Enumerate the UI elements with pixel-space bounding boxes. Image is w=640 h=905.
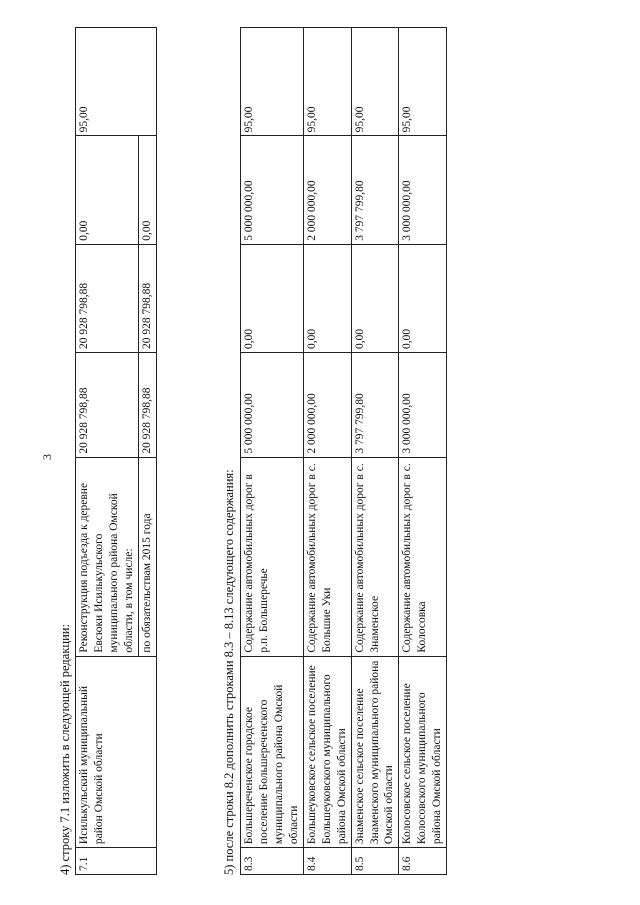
value-cell-2: 0,00 <box>399 244 447 352</box>
value-cell-3: 2 000 000,00 <box>303 136 351 244</box>
value-cell-2: 20 928 798,88 <box>138 244 156 352</box>
value-cell-3: 0,00 <box>76 136 139 244</box>
municipality-cell: Большеуковское сельское поселение Большеуковского муниципального района Омской области <box>303 656 351 847</box>
table-row <box>351 28 399 875</box>
table-row <box>399 28 447 875</box>
value-cell-3: 3 797 799,80 <box>351 136 399 244</box>
value-cell-3: 0,00 <box>138 136 156 244</box>
table-row <box>303 28 351 875</box>
percent-cell: 95,00 <box>303 28 351 136</box>
object-cell: Содержание автомобильных дорог в р.п. Большеречье <box>241 457 304 656</box>
municipality-cell: Исилькульский муниципальный район Омской области <box>76 656 157 847</box>
object-cell: Реконструкция подъезда к деревне Евсюки Исилькульского муниципального района Омской области, в том числе: <box>76 457 139 656</box>
table-row <box>241 28 304 875</box>
table-row-7-1 <box>75 27 157 875</box>
value-cell-1: 3 000 000,00 <box>399 353 447 458</box>
row-number: 8.3 <box>241 848 304 875</box>
percent-cell: 95,00 <box>241 28 304 136</box>
municipality-cell: Знаменское сельское поселение Знаменского муниципального района Омской области <box>351 656 399 847</box>
row-number: 8.6 <box>399 848 447 875</box>
value-cell-2: 0,00 <box>303 244 351 352</box>
percent-cell: 95,00 <box>351 28 399 136</box>
value-cell-1: 20 928 798,88 <box>138 353 156 458</box>
percent-cell: 95,00 <box>76 28 157 136</box>
value-cell-1: 5 000 000,00 <box>241 353 304 458</box>
table-row <box>76 28 139 875</box>
value-cell-1: 3 797 799,80 <box>351 353 399 458</box>
value-cell-3: 3 000 000,00 <box>399 136 447 244</box>
object-cell: по обязательствам 2015 года <box>138 457 156 656</box>
value-cell-1: 20 928 798,88 <box>76 353 139 458</box>
municipality-cell: Колосовское сельское поселение Колосовского муниципального района Омской области <box>399 656 447 847</box>
municipality-cell: Большереченское городское поселение Большереченского муниципального района Омской области <box>241 656 304 847</box>
value-cell-2: 0,00 <box>351 244 399 352</box>
value-cell-1: 2 000 000,00 <box>303 353 351 458</box>
table-rows-8-3-8-6 <box>240 27 447 875</box>
page-number: 3 <box>40 454 54 460</box>
object-cell: Содержание автомобильных дорог в с. Знаменское <box>351 457 399 656</box>
section-5-heading: 5) после строки 8.2 дополнить строками 8.3 – 8.13 следующего содержания: <box>222 469 236 875</box>
row-number: 7.1 <box>76 848 157 875</box>
value-cell-2: 20 928 798,88 <box>76 244 139 352</box>
percent-cell: 95,00 <box>399 28 447 136</box>
object-cell: Содержание автомобильных дорог в с. Колосовка <box>399 457 447 656</box>
value-cell-3: 5 000 000,00 <box>241 136 304 244</box>
row-number: 8.4 <box>303 848 351 875</box>
object-cell: Содержание автомобильных дорог в с. Большие Уки <box>303 457 351 656</box>
row-number: 8.5 <box>351 848 399 875</box>
section-4-heading: 4) строку 7.1 изложить в следующей редакции: <box>58 624 72 875</box>
value-cell-2: 0,00 <box>241 244 304 352</box>
